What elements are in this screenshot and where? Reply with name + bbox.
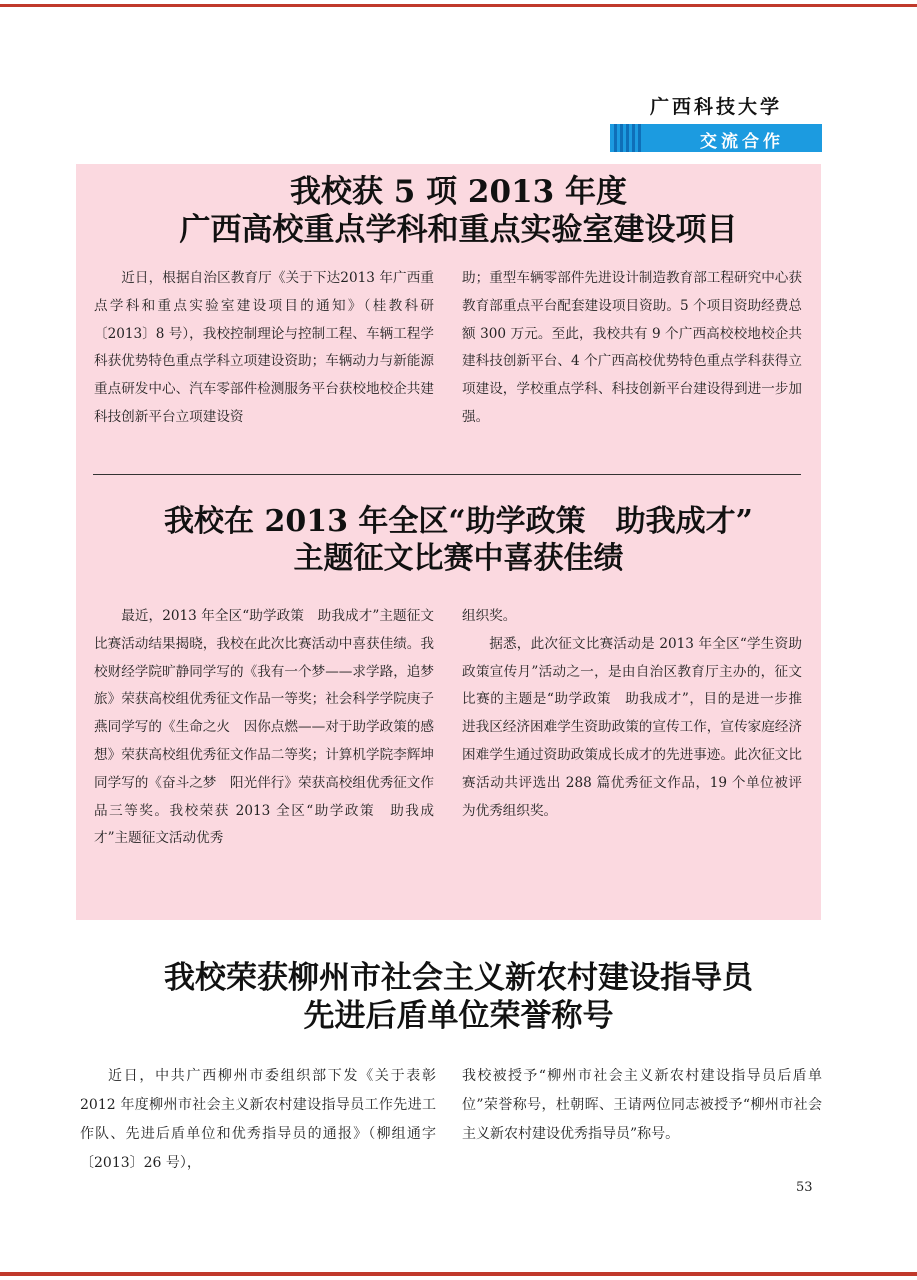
- article2-right-column: [462, 603, 802, 825]
- article3-paragraph-continued: 我校被授予“柳州市社会主义新农村建设指导员后盾单位”荣誉称号，杜朝晖、王请两位同志被授予“柳州市社会主义新农村建设优秀指导员”称号。: [462, 1068, 822, 1142]
- article1-title-line2: 广西高校重点学科和重点实验室建设项目: [179, 211, 738, 248]
- article2-title-line2: 主题征文比赛中喜获佳绩: [293, 540, 624, 576]
- section-banner: [610, 124, 822, 152]
- article3-title-line1: 我校荣获柳州市社会主义新农村建设指导员: [164, 960, 753, 996]
- article2-paragraph-continued: 组织奖。: [462, 608, 517, 624]
- article1-right-column: [462, 265, 802, 432]
- top-rule: [0, 4, 917, 7]
- masthead: [610, 92, 822, 152]
- school-name: 广西科技大学: [649, 96, 782, 118]
- stripes-decoration: [614, 124, 642, 152]
- article1-left-column: [94, 265, 434, 432]
- article1-title: [0, 174, 917, 250]
- article3-left-column: [80, 1062, 436, 1178]
- article1-paragraph: 近日，根据自治区教育厅《关于下达2013 年广西重点学科和重点实验室建设项目的通知》（桂教科研〔2013〕8 号），我校控制理论与控制工程、车辆工程学科获优势特色重点学科立项建设资助；车辆动力与新能源重点研发中心、汽车零部件检测服务平台获校地校企共建科技创新平台立项建设资: [94, 270, 434, 425]
- section-name: 交流合作: [700, 132, 784, 152]
- article-divider: [93, 474, 801, 475]
- article2-paragraph: 最近，2013 年全区“助学政策 助我成才”主题征文比赛活动结果揭晓，我校在此次比赛活动中喜获佳绩。我校财经学院旷静同学写的《我有一个梦——求学路，追梦旅》荣获高校组优秀征文作品一等奖；社会科学学院庚子燕同学写的《生命之火 因你点燃——对于助学政策的感想》荣获高校组优秀征文作品二等奖；计算机学院李辉坤同学写的《奋斗之梦 阳光伴行》荣获高校组优秀征文作品三等奖。我校荣获 2013 全区“助学政策 助我成才”主题征文活动优秀: [94, 608, 434, 847]
- article2-title: [0, 504, 917, 577]
- article3-title: [0, 960, 917, 1036]
- article3-right-column: [462, 1062, 822, 1149]
- article1-paragraph-continued: 助；重型车辆零部件先进设计制造教育部工程研究中心获教育部重点平台配套建设项目资助。5 个项目资助经费总额 300 万元。至此，我校共有 9 个广西高校校地校企共建科技创新平台、4 个广西高校优势特色重点学科获得立项建设，学校重点学科、科技创新平台建设得到进一步加强。: [462, 270, 802, 425]
- article3-paragraph: 近日，中共广西柳州市委组织部下发《关于表彰 2012 年度柳州市社会主义新农村建设指导员工作先进工作队、先进后盾单位和优秀指导员的通报》（柳组通字〔2013〕26 号），: [80, 1068, 436, 1171]
- article2-paragraph: 据悉，此次征文比赛活动是 2013 年全区“学生资助政策宣传月”活动之一，是由自治区教育厅主办的，征文比赛的主题是“助学政策 助我成才”，目的是进一步推进我区经济困难学生资助政策的宣传工作，宣传家庭经济困难学生通过资助政策成长成才的先进事迹。此次征文比赛活动共评选出 288 篇优秀征文作品，19 个单位被评为优秀组织奖。: [462, 635, 802, 819]
- article1-title-line1: 我校获 5 项 2013 年度: [289, 174, 628, 210]
- page-number: 53: [796, 1180, 813, 1195]
- article2-title-line1: 我校在 2013 年全区“助学政策 助我成才”: [164, 504, 753, 539]
- bottom-rule: [0, 1272, 917, 1276]
- article3-title-line2: 先进后盾单位荣誉称号: [303, 997, 614, 1034]
- article2-left-column: [94, 603, 434, 853]
